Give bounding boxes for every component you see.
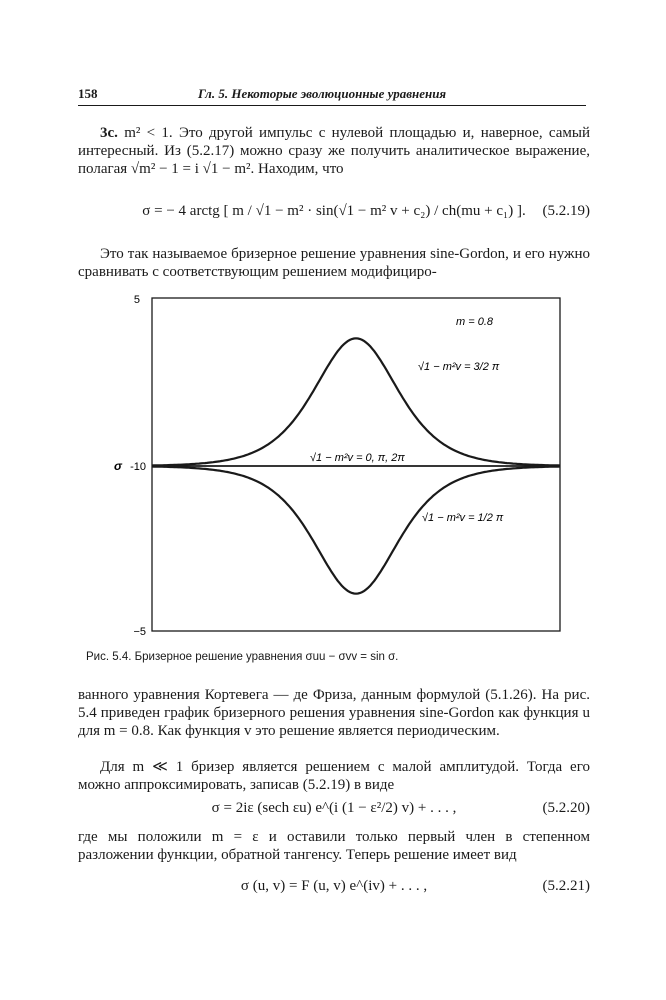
page-number: 158 bbox=[78, 86, 98, 101]
breather-figure bbox=[110, 288, 570, 644]
paragraph-small-amplitude bbox=[78, 758, 590, 794]
series-label-upper: √1 − m²v = 3/2 π bbox=[418, 361, 500, 373]
paragraph-text: ванного уравнения Кортевега — де Фриза, данным формулой (5.1.26). На рис. 5.4 приведен график бризерного решения уравнения sine-Gordon как функция u для m = 0.8. Как функция v это решение является периодическим. bbox=[78, 687, 590, 739]
y-tick-bottom: −5 bbox=[133, 626, 146, 638]
paragraph-text: где мы положили m = ε и оставили только первый член в степенном разложении функции, обратной тангенсу. Теперь решение имеет вид bbox=[78, 829, 590, 863]
series-label-lower: √1 − m²v = 1/2 π bbox=[422, 512, 504, 524]
series-label-middle: √1 − m²v = 0, π, 2π bbox=[310, 452, 405, 464]
parameter-label: m = 0.8 bbox=[456, 316, 493, 328]
y-axis-label: σ bbox=[114, 459, 122, 473]
paragraph-expansion bbox=[78, 828, 590, 864]
y-tick-middle: -10 bbox=[130, 461, 146, 473]
paragraph-kdv bbox=[78, 686, 590, 740]
equation-number: (5.2.19) bbox=[542, 203, 590, 219]
equation-number: (5.2.21) bbox=[542, 878, 590, 894]
header-rule bbox=[78, 105, 586, 106]
y-tick-top: 5 bbox=[133, 294, 140, 306]
equation-5-2-19 bbox=[78, 203, 590, 243]
equation-body: σ = − 4 arctg [ m / √1 − m² · sin(√1 − m² v + c₂) / ch(mu + c₁) ]. bbox=[142, 203, 526, 219]
paragraph-text: Это другой импульс с нулевой площадью и, наверное, самый интересный. Из (5.2.17) можно сразу же получить аналитическое выражение, полагая √m² − 1 = i √1 − m². Находим, что bbox=[78, 125, 591, 177]
page-header bbox=[78, 86, 586, 106]
paragraph-text: Это так называемое бризерное решение уравнения sine-Gordon, и его нужно сравнивать с соответствующим решением модифициро- bbox=[78, 246, 590, 280]
curve-lower bbox=[152, 467, 560, 594]
case-label: 3c. bbox=[100, 125, 118, 141]
equation-number: (5.2.20) bbox=[542, 800, 590, 816]
paragraph-breather-intro bbox=[78, 245, 590, 281]
paragraph-text: Для m ≪ 1 бризер является решением с малой амплитудой. Тогда его можно аппроксимировать, записав (5.2.19) в виде bbox=[78, 759, 590, 793]
case-condition: m² < 1. bbox=[124, 125, 173, 141]
equation-body: σ (u, v) = F (u, v) e^(iv) + . . . , bbox=[240, 878, 428, 894]
equation-body: σ = 2iε (sech εu) e^(i (1 − ε²/2) v) + . . . , bbox=[211, 800, 457, 816]
running-title: Гл. 5. Некоторые эволюционные уравнения bbox=[198, 86, 447, 101]
figure-caption: Рис. 5.4. Бризерное решение уравнения σuu − σvv = sin σ. bbox=[86, 651, 399, 663]
equation-5-2-21 bbox=[78, 878, 590, 918]
plot-frame bbox=[152, 298, 560, 631]
paragraph-case-3c bbox=[78, 124, 590, 178]
curve-upper bbox=[152, 338, 560, 465]
